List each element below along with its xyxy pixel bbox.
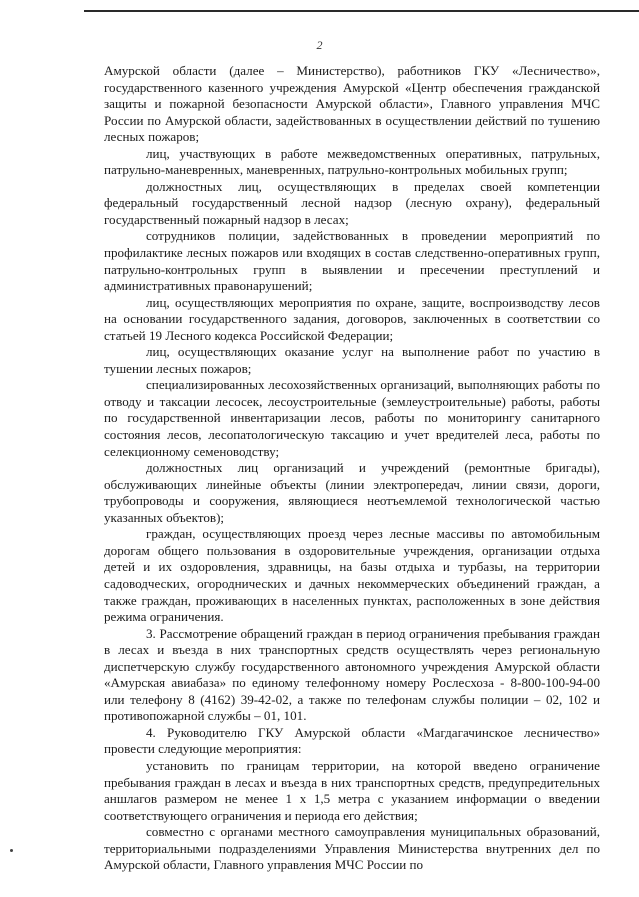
paragraph-list-item: граждан, осуществляющих проезд через лесные массивы по автомобильным дорогам общего пользования в оздоровительные учреждения, организации отдыха детей и их оздоровления, здравницы, на базы отдыха и турбазы, на территории садоводческих, огороднических и дачных некоммерческих объединений граждан, а также граждан, проживающих в населенных пунктах, расположенных в зоне действия режима ограничения. xyxy=(104,526,600,625)
paragraph-list-item: установить по границам территории, на которой введено ограничение пребывания граждан в лесах и въезда в них транспортных средств, предупредительных аншлагов размером не менее 1 х 1,5 метра с указанием информации о введении соответствующего ограничения и периода его действия; xyxy=(104,757,600,823)
paragraph-continuation: Амурской области (далее – Министерство), работников ГКУ «Лесничество», государственного казенного учреждения Амурской «Центр обеспечения гражданской защиты и пожарной безопасности Амурской области», Главного управления МЧС России по Амурской области, задействованных в осуществлении действий по тушению лесных пожаров; xyxy=(104,63,600,145)
paragraph-list-item: лиц, осуществляющих мероприятия по охране, защите, воспроизводству лесов на основании государственного задания, договоров, заключенных в соответствии со статьей 19 Лесного кодекса Российской Федерации; xyxy=(104,294,600,343)
paragraph-list-item: специализированных лесохозяйственных организаций, выполняющих работы по отводу и таксации лесосек, лесоустроительные (землеустроительные) работы, работы по государственной инвентаризации лесов, работы по мониторингу санитарного состояния лесов, лесопатологическую таксацию и учет вредителей леса, работы по селекционному семеноводству; xyxy=(104,377,600,459)
paragraph-list-item: сотрудников полиции, задействованных в проведении мероприятий по профилактике лесных пожаров или входящих в состав следственно-оперативных групп, патрульно-контрольных групп в выявлении и пресечении преступлений и административных правонарушений; xyxy=(104,228,600,294)
paragraph-list-item: должностных лиц, осуществляющих в пределах своей компетенции федеральный государственный лесной надзор (лесную охрану), федеральный государственный пожарный надзор в лесах; xyxy=(104,178,600,227)
page-number: 2 xyxy=(316,38,323,52)
paragraph-list-item: должностных лиц организаций и учреждений (ремонтные бригады), обслуживающих линейные объекты (линии электропередач, линии связи, дороги, трубопроводы и сооружения, являющиеся неотъемлемой технологической частью указанных объектов); xyxy=(104,460,600,525)
paragraph-list-item: совместно с органами местного самоуправления муниципальных образований, территориальными подразделениями Управления Министерства внутренних дел по Амурской области, Главного управления МЧС России по xyxy=(104,824,600,873)
paragraph-section-3: 3. Рассмотрение обращений граждан в период ограничения пребывания граждан в лесах и въезда в них транспортных средств осуществлять через региональную диспетчерскую службу государственного автономного учреждения Амурской области «Амурская авиабаза» по единому телефонному номеру Рослесхоза - 8-800-100-94-00 или телефону 8 (4162) 39-42-02, а также по телефонам службы полиции – 02, 102 и противопожарной службы – 01, 101. xyxy=(104,625,600,724)
paragraph-list-item: лиц, участвующих в работе межведомственных оперативных, патрульных, патрульно-маневренных, маневренных, патрульно-контрольных мобильных групп; xyxy=(104,145,600,178)
paragraph-section-4: 4. Руководителю ГКУ Амурской области «Магдагачинское лесничество» провести следующие мероприятия: xyxy=(104,724,600,757)
margin-speck xyxy=(10,849,13,852)
paragraph-list-item: лиц, осуществляющих оказание услуг на выполнение работ по участию в тушении лесных пожаров; xyxy=(104,344,600,376)
document-body xyxy=(104,63,600,874)
top-border-line xyxy=(84,10,639,12)
